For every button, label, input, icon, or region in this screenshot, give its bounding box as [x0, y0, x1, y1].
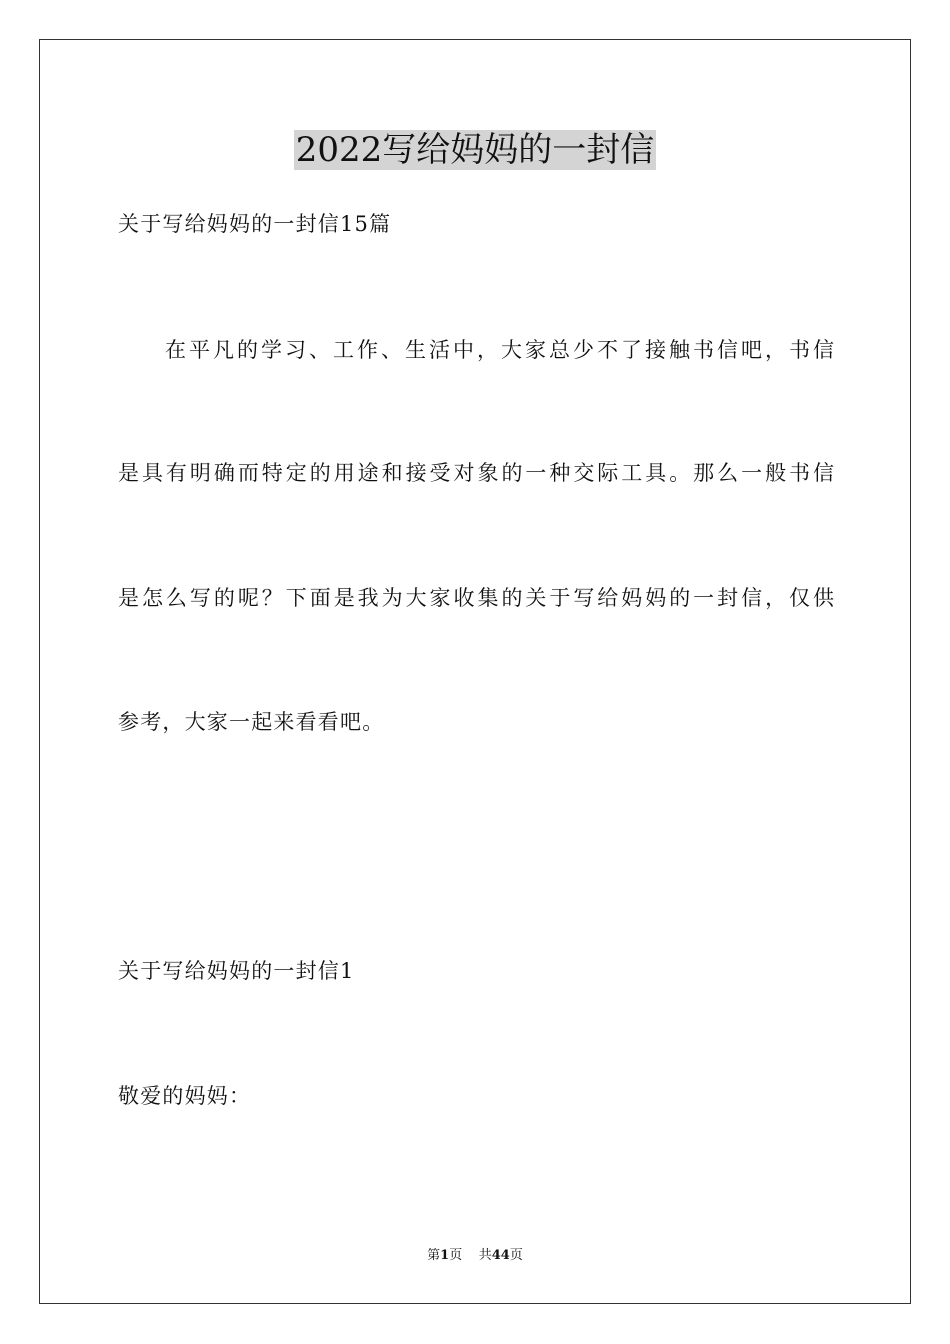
footer-page-prefix: 第 — [427, 1248, 441, 1263]
intro-line-2: 是具有明确而特定的用途和接受对象的一种交际工具。那么一般书信 — [118, 461, 834, 485]
footer-total-prefix: 共 — [478, 1248, 492, 1263]
intro-line-4: 参考，大家一起来看看吧。 — [118, 710, 385, 734]
intro-line-3: 是怎么写的呢？下面是我为大家收集的关于写给妈妈的一封信，仅供 — [118, 586, 834, 610]
footer-page-suffix: 页 — [449, 1248, 463, 1263]
footer-total-suffix: 页 — [509, 1248, 523, 1263]
section-heading: 关于写给妈妈的一封信1 — [118, 959, 355, 983]
footer-total-pages: 44 — [491, 1248, 510, 1263]
document-subtitle: 关于写给妈妈的一封信15篇 — [118, 212, 392, 236]
footer-page-number: 1 — [440, 1248, 450, 1263]
salutation: 敬爱的妈妈： — [118, 1084, 252, 1108]
page-footer — [0, 1247, 950, 1265]
intro-line-1: 在平凡的学习、工作、生活中，大家总少不了接触书信吧，书信 — [165, 338, 834, 362]
document-title-text: 2022写给妈妈的一封信 — [295, 130, 655, 170]
document-title — [0, 127, 950, 173]
